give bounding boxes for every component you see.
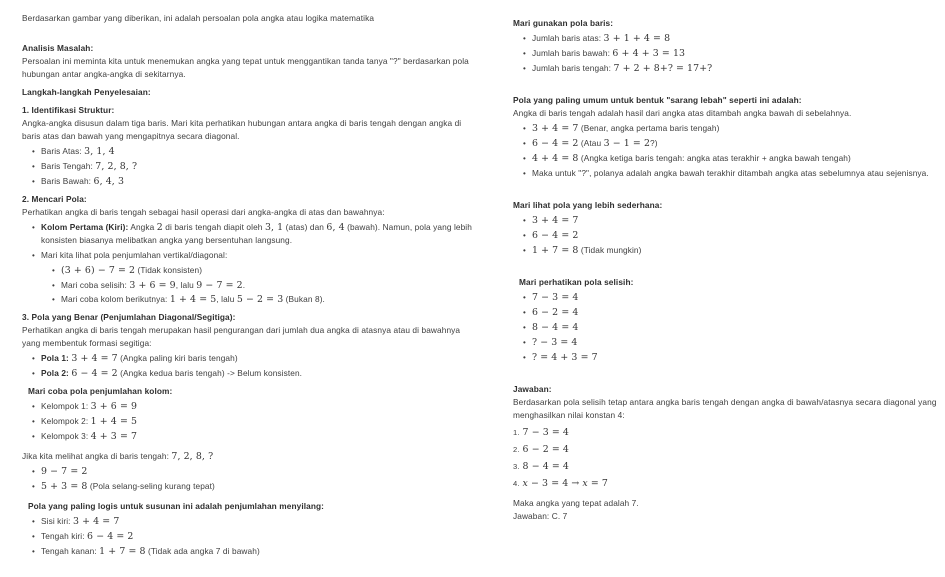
line-content	[532, 32, 937, 45]
bullet-dot: •	[32, 417, 35, 426]
math-segment: 9 − 7 = 2	[196, 279, 243, 291]
math-segment: − 3 = 4 →	[527, 477, 583, 489]
text-segment: (Angka ketiga baris tengah: angka atas terakhir + angka bawah tengah)	[578, 153, 851, 163]
math-segment: 6 − 4 = 2	[87, 531, 134, 542]
line-content	[532, 152, 937, 165]
math-segment: 8 − 4 = 4	[522, 460, 569, 472]
paragraph	[513, 396, 937, 422]
line-content	[22, 207, 385, 217]
text-segment: Tengah kanan:	[41, 546, 100, 556]
bullet-dot: •	[32, 482, 35, 491]
line-content	[532, 229, 937, 242]
line-content	[22, 13, 374, 23]
line-content	[523, 460, 937, 473]
text-segment: 2. Mencari Pola:	[22, 194, 87, 204]
line-content	[41, 515, 478, 528]
column-right	[513, 12, 937, 523]
text-segment: (Tidak ada angka 7 di bawah)	[145, 546, 260, 556]
bullet-dot: •	[523, 293, 526, 302]
line-content	[22, 312, 236, 322]
line-content	[61, 264, 478, 277]
text-segment: di baris tengah diapit oleh	[162, 222, 265, 232]
spacer	[513, 77, 937, 89]
text-segment: Perhatikan angka di baris tengah sebagai hasil operasi dari angka-angka di atas dan bawahnya:	[22, 207, 385, 217]
text-segment: Baris Atas:	[41, 146, 85, 156]
bullet-item	[22, 430, 478, 443]
heading	[513, 17, 937, 30]
bullet-dot: •	[523, 353, 526, 362]
bullet-dot: •	[523, 139, 526, 148]
bullet-item	[513, 32, 937, 45]
line-content	[22, 87, 151, 97]
heading	[28, 385, 478, 398]
math-segment: 4 + 4 = 8	[532, 153, 579, 164]
math-segment: 6 − 2 = 4	[532, 307, 579, 318]
spacer	[513, 259, 937, 271]
bullet-dot: •	[32, 402, 35, 411]
line-content	[41, 221, 478, 247]
bullet-item	[22, 160, 478, 173]
text-segment: Mari coba selisih:	[61, 279, 130, 290]
heading	[22, 193, 478, 206]
text-segment: Jawaban: C. 7	[513, 511, 568, 521]
line-content	[532, 62, 937, 75]
bullet-dot: •	[523, 308, 526, 317]
heading	[513, 94, 937, 107]
math-segment: 4 + 3 = 7	[90, 431, 138, 442]
line-content	[523, 443, 937, 456]
text-segment: Tengah kiri:	[41, 531, 88, 541]
heading	[22, 42, 478, 55]
numbered-item	[513, 443, 937, 457]
bullet-dot: •	[523, 49, 526, 58]
numbered-item-label: 4.	[513, 478, 520, 488]
bullet-dot: •	[32, 354, 35, 363]
line-content	[41, 415, 478, 428]
line-content	[532, 137, 937, 150]
heading	[28, 500, 478, 513]
line-content	[22, 451, 213, 461]
bullet-dot: •	[52, 280, 55, 290]
text-segment: .	[242, 279, 246, 290]
line-content	[513, 95, 802, 105]
line-content	[41, 430, 478, 443]
text-segment: Mari coba kolom berikutnya:	[61, 294, 170, 304]
math-segment: 1 + 7 = 8	[99, 546, 146, 557]
text-segment: Mari kita lihat pola penjumlahan vertikal/diagonal:	[41, 250, 228, 260]
bullet-item	[513, 152, 937, 165]
line-content	[532, 321, 937, 334]
text-segment: Angka-angka disusun dalam tiga baris. Mari kita perhatikan hubungan antara angka di baris tengah dengan angka di baris atas dan bawah yang mengapitnya secara diagonal.	[22, 118, 462, 141]
heading	[22, 311, 478, 324]
text-segment: Jawaban:	[513, 384, 552, 394]
line-content	[523, 426, 937, 439]
bold-text-segment: Kolom Pertama (Kiri):	[41, 222, 129, 232]
math-segment: 3 + 4 = 7	[532, 215, 579, 226]
text-segment: (Tidak konsisten)	[135, 265, 203, 275]
math-variable-segment: x	[582, 477, 588, 489]
text-segment: Jumlah baris tengah:	[532, 63, 614, 73]
text-segment: (Benar, angka pertama baris tengah)	[578, 123, 720, 133]
math-segment: (3 + 6) − 7 = 2	[61, 265, 136, 276]
bullet-dot: •	[523, 169, 526, 178]
paragraph	[513, 510, 937, 523]
line-content	[513, 384, 552, 394]
line-content	[41, 465, 478, 478]
math-segment: 6 − 4 = 2	[532, 230, 579, 241]
text-segment: Baris Bawah:	[41, 176, 94, 186]
bullet-item	[513, 122, 937, 135]
line-content	[22, 56, 469, 79]
math-segment: 5 + 3 = 8	[41, 481, 88, 492]
math-segment: 3 + 6 = 9	[129, 279, 176, 291]
text-segment: , lalu	[216, 294, 237, 304]
text-segment: Langkah-langkah Penyelesaian:	[22, 87, 151, 97]
bullet-dot: •	[32, 147, 35, 156]
line-content	[41, 160, 478, 173]
bold-text-segment: Pola 1:	[41, 353, 69, 363]
text-segment: (Pola selang-seling kurang tepat)	[87, 481, 215, 491]
bullet-item	[22, 400, 478, 413]
math-segment: = 7	[587, 477, 608, 489]
text-segment: Pola yang paling logis untuk susunan ini adalah penjumlahan menyilang:	[28, 501, 325, 511]
bold-text-segment: Pola 2:	[41, 368, 69, 378]
text-segment: (Angka paling kiri baris tengah)	[117, 353, 238, 363]
line-content	[513, 397, 937, 420]
line-content	[519, 277, 633, 287]
bullet-item	[513, 291, 937, 304]
line-content	[41, 367, 478, 380]
line-content	[41, 545, 478, 558]
math-segment: 9 − 7 = 2	[41, 466, 88, 477]
line-content	[532, 122, 937, 135]
text-segment: Jika kita melihat angka di baris tengah:	[22, 451, 172, 461]
bullet-item	[513, 244, 937, 257]
line-content	[61, 279, 478, 292]
math-segment: 3, 1	[264, 222, 284, 233]
text-segment: Persoalan ini meminta kita untuk menemukan angka yang tepat untuk menggantikan tanda tanya "?" berdasarkan pola hubungan antar angka-angka di sekitarnya.	[22, 56, 469, 79]
line-content	[22, 194, 87, 204]
math-segment: 6, 4, 3	[93, 176, 125, 187]
paragraph	[22, 324, 478, 350]
line-content	[41, 400, 478, 413]
bullet-item	[513, 47, 937, 60]
bullet-item	[22, 367, 478, 380]
line-content	[28, 386, 172, 396]
bullet-item	[513, 214, 937, 227]
bullet-dot: •	[52, 266, 55, 275]
sub-bullet-item	[22, 279, 478, 292]
text-segment: Jumlah baris atas:	[532, 33, 604, 43]
line-content	[513, 18, 613, 28]
text-segment: Jumlah baris bawah:	[532, 48, 613, 58]
math-segment: 2	[156, 222, 163, 233]
bullet-item	[22, 145, 478, 158]
math-segment: 3 + 6 = 9	[90, 401, 138, 412]
line-content	[41, 352, 478, 365]
text-segment: (Atau	[578, 138, 604, 148]
line-content	[41, 175, 478, 188]
line-content	[532, 47, 937, 60]
text-segment: Analisis Masalah:	[22, 43, 94, 53]
heading	[519, 276, 937, 289]
math-segment: 3 − 1 = 2	[603, 138, 651, 149]
bullet-dot: •	[523, 216, 526, 225]
bullet-dot: •	[32, 369, 35, 378]
line-content	[513, 498, 639, 508]
line-content	[61, 293, 478, 306]
line-content	[28, 501, 324, 511]
line-content	[523, 477, 937, 490]
text-segment: , lalu	[175, 279, 197, 290]
text-segment: Mari gunakan pola baris:	[513, 18, 614, 28]
math-segment: ? = 4 + 3 = 7	[532, 352, 598, 363]
sub-bullet-item	[22, 293, 478, 306]
numbered-item	[513, 460, 937, 474]
spacer	[513, 182, 937, 194]
text-segment: Angka	[128, 222, 157, 232]
bullet-dot: •	[523, 154, 526, 163]
math-segment: 6, 4	[326, 222, 345, 233]
line-content	[532, 306, 937, 319]
text-segment: Maka angka yang tepat adalah 7.	[513, 498, 639, 508]
math-segment: 3, 1, 4	[84, 146, 115, 157]
math-segment: 1 + 4 = 5	[90, 416, 138, 427]
bullet-item	[22, 352, 478, 365]
math-segment: ? − 3 = 4	[532, 337, 578, 348]
numbered-item	[513, 477, 937, 491]
bullet-dot: •	[523, 124, 526, 133]
text-segment: Baris Tengah:	[41, 161, 96, 171]
math-segment: 7, 2, 8, ?	[95, 161, 138, 172]
text-segment: Mari perhatikan pola selisih:	[519, 277, 634, 287]
spacer	[22, 25, 478, 37]
bullet-dot: •	[523, 338, 526, 347]
text-segment: 3. Pola yang Benar (Penjumlahan Diagonal/Segitiga):	[22, 312, 236, 322]
math-segment: 6 − 4 = 2	[532, 138, 579, 149]
paragraph	[22, 206, 478, 219]
bullet-item	[22, 480, 478, 493]
line-content	[532, 336, 937, 349]
bullet-dot: •	[32, 177, 35, 186]
bullet-item	[513, 229, 937, 242]
math-segment: 3 + 4 = 7	[71, 353, 118, 364]
bullet-item	[22, 530, 478, 543]
bullet-dot: •	[32, 251, 35, 260]
bullet-dot: •	[32, 517, 35, 526]
bullet-item	[22, 415, 478, 428]
line-content	[513, 108, 851, 118]
bullet-dot: •	[523, 231, 526, 240]
bullet-dot: •	[32, 532, 35, 541]
bullet-dot: •	[32, 467, 35, 476]
heading	[22, 86, 478, 99]
text-segment: Berdasarkan gambar yang diberikan, ini adalah persoalan pola angka atau logika matematika	[22, 13, 375, 23]
line-content	[22, 325, 460, 348]
text-segment: Pola yang paling umum untuk bentuk "sarang lebah" seperti ini adalah:	[513, 95, 802, 105]
math-segment: 6 − 2 = 4	[522, 443, 569, 455]
bullet-item	[513, 306, 937, 319]
bullet-item	[22, 221, 478, 247]
line-content	[513, 511, 567, 521]
bullet-item	[513, 137, 937, 150]
column-left	[22, 12, 478, 560]
bullet-item	[513, 351, 937, 364]
bullet-dot: •	[52, 295, 55, 304]
bullet-item	[513, 321, 937, 334]
numbered-item-label: 2.	[513, 444, 520, 454]
text-segment: 1. Identifikasi Struktur:	[22, 105, 115, 115]
math-segment: 1 + 4 = 5	[169, 294, 217, 305]
text-segment: Angka di baris tengah adalah hasil dari angka atas ditambah angka bawah di sebelahnya.	[513, 108, 852, 118]
numbered-item-label: 3.	[513, 461, 520, 471]
math-segment: 7 − 3 = 4	[532, 292, 579, 303]
paragraph	[513, 497, 937, 510]
bullet-dot: •	[32, 162, 35, 171]
bullet-dot: •	[523, 323, 526, 332]
sub-bullet-item	[22, 264, 478, 277]
heading	[22, 104, 478, 117]
bullet-item	[513, 336, 937, 349]
line-content	[532, 167, 937, 180]
line-content	[532, 351, 937, 364]
line-content	[532, 291, 937, 304]
paragraph	[22, 117, 478, 143]
bullet-item	[513, 167, 937, 180]
bullet-item	[22, 249, 478, 262]
math-segment: 7, 2, 8, ?	[171, 451, 214, 462]
line-content	[22, 43, 93, 53]
bullet-dot: •	[32, 547, 35, 556]
text-segment: (Tidak mungkin)	[578, 245, 642, 255]
text-segment: Maka untuk "?", polanya adalah angka bawah terakhir ditambah angka atas sebelumnya atau sejenisnya.	[532, 168, 929, 178]
text-segment: Mari coba pola penjumlahan kolom:	[28, 386, 173, 396]
bullet-dot: •	[523, 64, 526, 73]
bullet-item	[22, 545, 478, 558]
paragraph	[22, 55, 478, 81]
bullet-dot: •	[32, 223, 35, 232]
text-segment: Kelompok 3:	[41, 431, 91, 441]
line-content	[41, 249, 478, 262]
math-segment: 3 + 4 = 7	[72, 516, 120, 527]
math-segment: 8 − 4 = 4	[532, 322, 579, 333]
line-content	[22, 118, 461, 141]
bullet-item	[22, 515, 478, 528]
paragraph	[22, 12, 478, 25]
text-segment: Kelompok 2:	[41, 416, 91, 426]
math-segment: 6 + 4 + 3 = 13	[612, 48, 686, 59]
numbered-item-label: 1.	[513, 427, 520, 437]
line-content	[22, 105, 114, 115]
bullet-item	[22, 175, 478, 188]
bullet-item	[513, 62, 937, 75]
bullet-item	[22, 465, 478, 478]
line-content	[513, 200, 662, 210]
paragraph	[22, 450, 478, 463]
math-segment: 7 + 2 + 8+? = 17+?	[613, 63, 713, 74]
text-segment: (Angka kedua baris tengah) -> Belum konsisten.	[117, 368, 303, 378]
math-variable-segment: x	[522, 477, 528, 489]
heading	[513, 383, 937, 396]
line-content	[41, 480, 478, 493]
line-content	[532, 244, 937, 257]
line-content	[532, 214, 937, 227]
numbered-item	[513, 426, 937, 440]
math-segment: 6 − 4 = 2	[71, 368, 118, 379]
bullet-dot: •	[523, 34, 526, 43]
line-content	[41, 145, 478, 158]
line-content	[41, 530, 478, 543]
spacer	[513, 366, 937, 378]
text-segment: (atas) dan	[283, 222, 327, 232]
bullet-dot: •	[32, 432, 35, 441]
text-segment: Sisi kiri:	[41, 516, 73, 526]
text-segment: Kelompok 1:	[41, 401, 91, 411]
heading	[513, 199, 937, 212]
math-segment: 5 − 2 = 3	[236, 294, 284, 305]
text-segment: ?)	[650, 138, 658, 148]
text-segment: Mari lihat pola yang lebih sederhana:	[513, 200, 663, 210]
text-segment: Berdasarkan pola selisih tetap antara angka baris tengah dengan angka di bawah/atasnya secara diagonal yang menghasilkan nilai konstan 4:	[513, 397, 937, 420]
paragraph	[513, 107, 937, 120]
math-segment: 3 + 4 = 7	[532, 123, 579, 134]
text-segment: (bawah). Namun, pola yang lebih konsisten biasanya melibatkan angka yang bersentuhan langsung.	[41, 222, 472, 245]
text-segment: (Bukan 8).	[283, 294, 325, 304]
math-segment: 3 + 1 + 4 = 8	[603, 33, 671, 44]
math-segment: 7 − 3 = 4	[522, 426, 569, 438]
math-segment: 1 + 7 = 8	[532, 245, 579, 256]
bullet-dot: •	[523, 246, 526, 255]
text-segment: Perhatikan angka di baris tengah merupakan hasil pengurangan dari jumlah dua angka di atasnya atau di bawahnya yang membentuk formasi segitiga:	[22, 325, 461, 348]
